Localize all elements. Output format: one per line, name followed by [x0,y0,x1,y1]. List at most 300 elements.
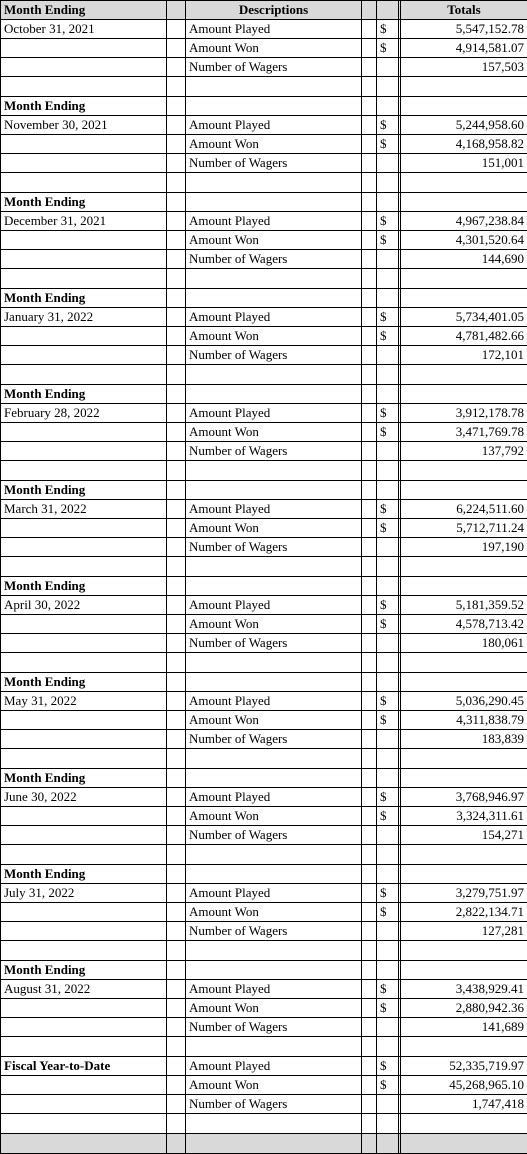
spacer-cell [186,1134,362,1154]
gap-cell [401,193,527,212]
spacer-cell [186,557,362,577]
gap-cell [167,20,186,39]
wagers-value: 180,061 [401,634,527,653]
amount-played-row [1,500,527,519]
spacer-cell [377,845,399,865]
gap-cell [167,500,186,519]
desc-number-of-wagers: Number of Wagers [186,538,362,557]
desc-amount-played: Amount Played [186,980,362,999]
amount-played-row [1,884,527,903]
gap-cell [167,884,186,903]
month-heading-row [1,961,527,980]
spacer-cell [362,1134,377,1154]
month-date: May 31, 2022 [1,692,167,711]
gap-cell [1,634,167,653]
spacer-cell [362,269,377,289]
desc-amount-won: Amount Won [186,327,362,346]
gap-cell [377,1018,399,1037]
gap-cell [1,442,167,461]
month-ending-label: Month Ending [1,97,167,116]
gap-cell [1,1095,167,1114]
gap-cell [362,730,377,749]
spacer-row [1,365,527,385]
currency-symbol: $ [377,615,399,634]
gap-cell [362,634,377,653]
gap-cell [167,1095,186,1114]
spacer-cell [1,1134,167,1154]
month-ending-label: Month Ending [1,289,167,308]
spacer-cell [377,365,399,385]
spacer-row [1,653,527,673]
gap-cell [167,711,186,730]
spacer-row [1,269,527,289]
number-of-wagers-row [1,346,527,365]
amount-played-row [1,20,527,39]
month-ending-label: Month Ending [1,961,167,980]
gap-cell [362,193,377,212]
gap-cell [362,807,377,826]
desc-amount-won: Amount Won [186,39,362,58]
gap-cell [1,807,167,826]
amount-played-row [1,404,527,423]
gap-cell [362,826,377,845]
amount-played-row [1,308,527,327]
amount-played-value: 6,224,511.60 [401,500,527,519]
gap-cell [167,193,186,212]
gap-cell [377,97,399,116]
month-ending-label: Month Ending [1,385,167,404]
number-of-wagers-row [1,538,527,557]
currency-symbol: $ [377,999,399,1018]
gap-cell [377,826,399,845]
spacer-row [1,173,527,193]
gap-cell [167,116,186,135]
gap-cell [167,1057,186,1076]
fiscal-won-value: 45,268,965.10 [401,1076,527,1095]
gap-cell [167,999,186,1018]
gap-cell [1,1018,167,1037]
gap-cell [167,730,186,749]
month-ending-label: Month Ending [1,673,167,692]
month-heading-row [1,193,527,212]
amount-won-value: 4,781,482.66 [401,327,527,346]
month-date: February 28, 2022 [1,404,167,423]
month-ending-label: Month Ending [1,769,167,788]
gap-cell [377,922,399,941]
spacer-cell [1,653,167,673]
spacer-cell [186,461,362,481]
spacer-cell [401,269,527,289]
gap-cell [401,769,527,788]
desc-amount-played: Amount Played [186,1057,362,1076]
spacer-cell [167,461,186,481]
header-row [1,1,527,20]
desc-number-of-wagers: Number of Wagers [186,442,362,461]
gap-cell [167,615,186,634]
gap-cell [167,1018,186,1037]
gap-cell [167,58,186,77]
amount-won-value: 4,168,958.82 [401,135,527,154]
amount-won-value: 5,712,711.24 [401,519,527,538]
gap-cell [1,519,167,538]
spacer-cell [186,1037,362,1057]
gap-cell [377,577,399,596]
gap-cell [1,826,167,845]
header-descriptions: Descriptions [186,1,362,20]
spacer-row [1,1037,527,1057]
spacer-cell [1,77,167,97]
currency-symbol: $ [377,519,399,538]
amount-played-value: 3,279,751.97 [401,884,527,903]
amount-won-value: 4,914,581.07 [401,39,527,58]
desc-amount-played: Amount Played [186,884,362,903]
spacer-row [1,77,527,97]
amount-played-value: 4,967,238.84 [401,212,527,231]
desc-amount-won: Amount Won [186,1076,362,1095]
desc-amount-won: Amount Won [186,711,362,730]
currency-symbol: $ [377,903,399,922]
spacer-cell [167,1134,186,1154]
gap-cell [401,577,527,596]
spacer-cell [377,941,399,961]
gap-cell [167,673,186,692]
gap-cell [362,577,377,596]
spacer-cell [377,653,399,673]
gap-cell [362,1018,377,1037]
number-of-wagers-row [1,442,527,461]
gap-cell [362,212,377,231]
month-date: December 31, 2021 [1,212,167,231]
currency-symbol: $ [377,500,399,519]
spacer-cell [377,461,399,481]
gap-cell [167,961,186,980]
wagers-value: 141,689 [401,1018,527,1037]
gap-cell [362,116,377,135]
gap-cell [401,673,527,692]
gap-cell [362,519,377,538]
gap-cell [186,97,362,116]
spacer-cell [1,749,167,769]
gap-cell [167,231,186,250]
gap-cell [186,769,362,788]
amount-won-row [1,231,527,250]
month-heading-row [1,769,527,788]
gap-cell [362,442,377,461]
gap-cell [377,346,399,365]
gap-cell [362,538,377,557]
month-heading-row [1,97,527,116]
month-ending-label: Month Ending [1,481,167,500]
gap-cell [362,154,377,173]
gap-cell [167,481,186,500]
number-of-wagers-row [1,634,527,653]
gap-cell [167,385,186,404]
amount-won-row [1,999,527,1018]
gap-cell [186,961,362,980]
number-of-wagers-row [1,250,527,269]
gap-cell [1,135,167,154]
spacer-cell [401,653,527,673]
gap-cell [167,327,186,346]
gap-cell [167,135,186,154]
gap-cell [1,1076,167,1095]
spacer-cell [186,269,362,289]
amount-won-row [1,615,527,634]
gap-cell [362,999,377,1018]
amount-won-value: 3,471,769.78 [401,423,527,442]
gap-cell [377,193,399,212]
currency-symbol: $ [377,788,399,807]
spacer-row [1,1114,527,1134]
spacer-cell [401,1114,527,1134]
spacer-cell [401,1037,527,1057]
gap-cell [362,980,377,999]
wagers-value: 183,839 [401,730,527,749]
gap-cell [167,807,186,826]
gap-cell [362,97,377,116]
spacer-cell [1,365,167,385]
gap-cell [377,961,399,980]
gap-cell [377,634,399,653]
gap-cell [1,922,167,941]
gap-cell [167,423,186,442]
month-date: January 31, 2022 [1,308,167,327]
spacer-cell [1,941,167,961]
desc-number-of-wagers: Number of Wagers [186,58,362,77]
gap-cell [186,193,362,212]
spacer-cell [167,845,186,865]
desc-number-of-wagers: Number of Wagers [186,922,362,941]
spacer-cell [377,77,399,97]
gap-cell [167,97,186,116]
gap-cell [377,673,399,692]
gap-cell [362,481,377,500]
gap-cell [362,788,377,807]
gap-cell [1,154,167,173]
gap-cell [1,327,167,346]
gap-cell [401,961,527,980]
gap-cell [186,385,362,404]
month-heading-row [1,673,527,692]
spacer-row [1,461,527,481]
month-date: April 30, 2022 [1,596,167,615]
gap-cell [362,327,377,346]
spacer-cell [186,845,362,865]
amount-won-row [1,519,527,538]
amount-played-value: 5,036,290.45 [401,692,527,711]
month-date: October 31, 2021 [1,20,167,39]
spacer-cell [167,1037,186,1057]
gap-cell [362,135,377,154]
gap-cell [167,826,186,845]
gap-cell [1,999,167,1018]
gap-cell [186,577,362,596]
month-heading-row [1,289,527,308]
gap-cell [1,711,167,730]
gap-cell [167,404,186,423]
gap-cell [377,730,399,749]
number-of-wagers-row [1,58,527,77]
gap-cell [362,596,377,615]
gap-cell [186,673,362,692]
gap-cell [362,1076,377,1095]
month-ending-label: Month Ending [1,865,167,884]
fiscal-wagers-value: 1,747,418 [401,1095,527,1114]
gap-cell [362,289,377,308]
currency-symbol: $ [377,212,399,231]
desc-amount-played: Amount Played [186,788,362,807]
gap-cell [167,519,186,538]
gap-cell [377,250,399,269]
month-heading-row [1,577,527,596]
spacer-cell [401,461,527,481]
currency-symbol: $ [377,692,399,711]
gap-cell [362,250,377,269]
amount-played-value: 3,912,178.78 [401,404,527,423]
currency-symbol: $ [377,20,399,39]
spacer-row [1,749,527,769]
spacer-cell [401,845,527,865]
desc-amount-won: Amount Won [186,807,362,826]
number-of-wagers-row [1,826,527,845]
gap-cell [167,212,186,231]
amount-won-value: 2,822,134.71 [401,903,527,922]
desc-number-of-wagers: Number of Wagers [186,346,362,365]
gap-cell [362,58,377,77]
month-ending-label: Month Ending [1,193,167,212]
gap-cell [401,97,527,116]
spacer-cell [1,845,167,865]
gap-cell [362,711,377,730]
currency-symbol: $ [377,116,399,135]
gap-cell [362,615,377,634]
spacer-cell [377,1114,399,1134]
wagers-value: 137,792 [401,442,527,461]
month-heading-row [1,385,527,404]
amount-played-value: 5,181,359.52 [401,596,527,615]
gap-cell [377,154,399,173]
desc-amount-played: Amount Played [186,20,362,39]
desc-amount-played: Amount Played [186,212,362,231]
spacer-cell [401,557,527,577]
table-body [1,1,527,1154]
gap-cell [362,423,377,442]
gap-cell [167,308,186,327]
desc-amount-played: Amount Played [186,116,362,135]
spacer-cell [167,653,186,673]
gap-cell [167,634,186,653]
currency-symbol: $ [377,135,399,154]
amount-won-row [1,807,527,826]
gap-cell [1,615,167,634]
gap-cell [1,231,167,250]
wagers-value: 127,281 [401,922,527,941]
desc-number-of-wagers: Number of Wagers [186,250,362,269]
currency-symbol: $ [377,807,399,826]
spacer-cell [401,749,527,769]
desc-amount-won: Amount Won [186,135,362,154]
spacer-cell [362,173,377,193]
spacer-cell [167,557,186,577]
wagers-value: 154,271 [401,826,527,845]
spacer-cell [186,365,362,385]
desc-number-of-wagers: Number of Wagers [186,1095,362,1114]
currency-symbol: $ [377,711,399,730]
month-date: August 31, 2022 [1,980,167,999]
gap-cell [362,903,377,922]
amount-won-row [1,327,527,346]
spacer-cell [401,365,527,385]
desc-number-of-wagers: Number of Wagers [186,634,362,653]
gap-cell [167,980,186,999]
gap-cell [401,289,527,308]
gap-cell [377,58,399,77]
gap-cell [362,769,377,788]
number-of-wagers-row [1,154,527,173]
spacer-cell [362,557,377,577]
desc-amount-won: Amount Won [186,423,362,442]
spacer-cell [167,173,186,193]
amount-played-value: 5,734,401.05 [401,308,527,327]
gap-cell [362,385,377,404]
gap-cell [1,730,167,749]
amount-won-value: 4,311,838.79 [401,711,527,730]
gap-cell [362,1095,377,1114]
spacer-cell [362,1037,377,1057]
spacer-row [1,941,527,961]
number-of-wagers-row [1,730,527,749]
desc-amount-won: Amount Won [186,231,362,250]
spacer-cell [362,845,377,865]
spacer-cell [1,557,167,577]
gap-cell [1,903,167,922]
desc-number-of-wagers: Number of Wagers [186,154,362,173]
fiscal-won-row [1,1076,527,1095]
amount-played-row [1,980,527,999]
header-totals: Totals [401,1,527,20]
gap-cell [362,961,377,980]
gap-cell [167,154,186,173]
gap-cell [167,289,186,308]
month-date: July 31, 2022 [1,884,167,903]
amount-won-value: 4,578,713.42 [401,615,527,634]
desc-amount-won: Amount Won [186,999,362,1018]
gap-cell [1,250,167,269]
desc-amount-won: Amount Won [186,903,362,922]
amount-played-value: 5,547,152.78 [401,20,527,39]
currency-symbol: $ [377,980,399,999]
gap-cell [362,39,377,58]
spacer-cell [377,269,399,289]
desc-amount-played: Amount Played [186,308,362,327]
amount-played-row [1,596,527,615]
amount-played-value: 3,438,929.41 [401,980,527,999]
spacer-cell [167,269,186,289]
month-date: November 30, 2021 [1,116,167,135]
gap-cell [362,20,377,39]
spacer-row [1,1134,527,1154]
gap-cell [362,922,377,941]
gap-cell [377,865,399,884]
amount-won-row [1,903,527,922]
fiscal-label: Fiscal Year-to-Date [1,1057,167,1076]
gap-cell [377,1095,399,1114]
currency-symbol: $ [377,404,399,423]
month-heading-row [1,865,527,884]
gap-cell [362,1057,377,1076]
gap-cell [167,692,186,711]
gap-cell [362,500,377,519]
